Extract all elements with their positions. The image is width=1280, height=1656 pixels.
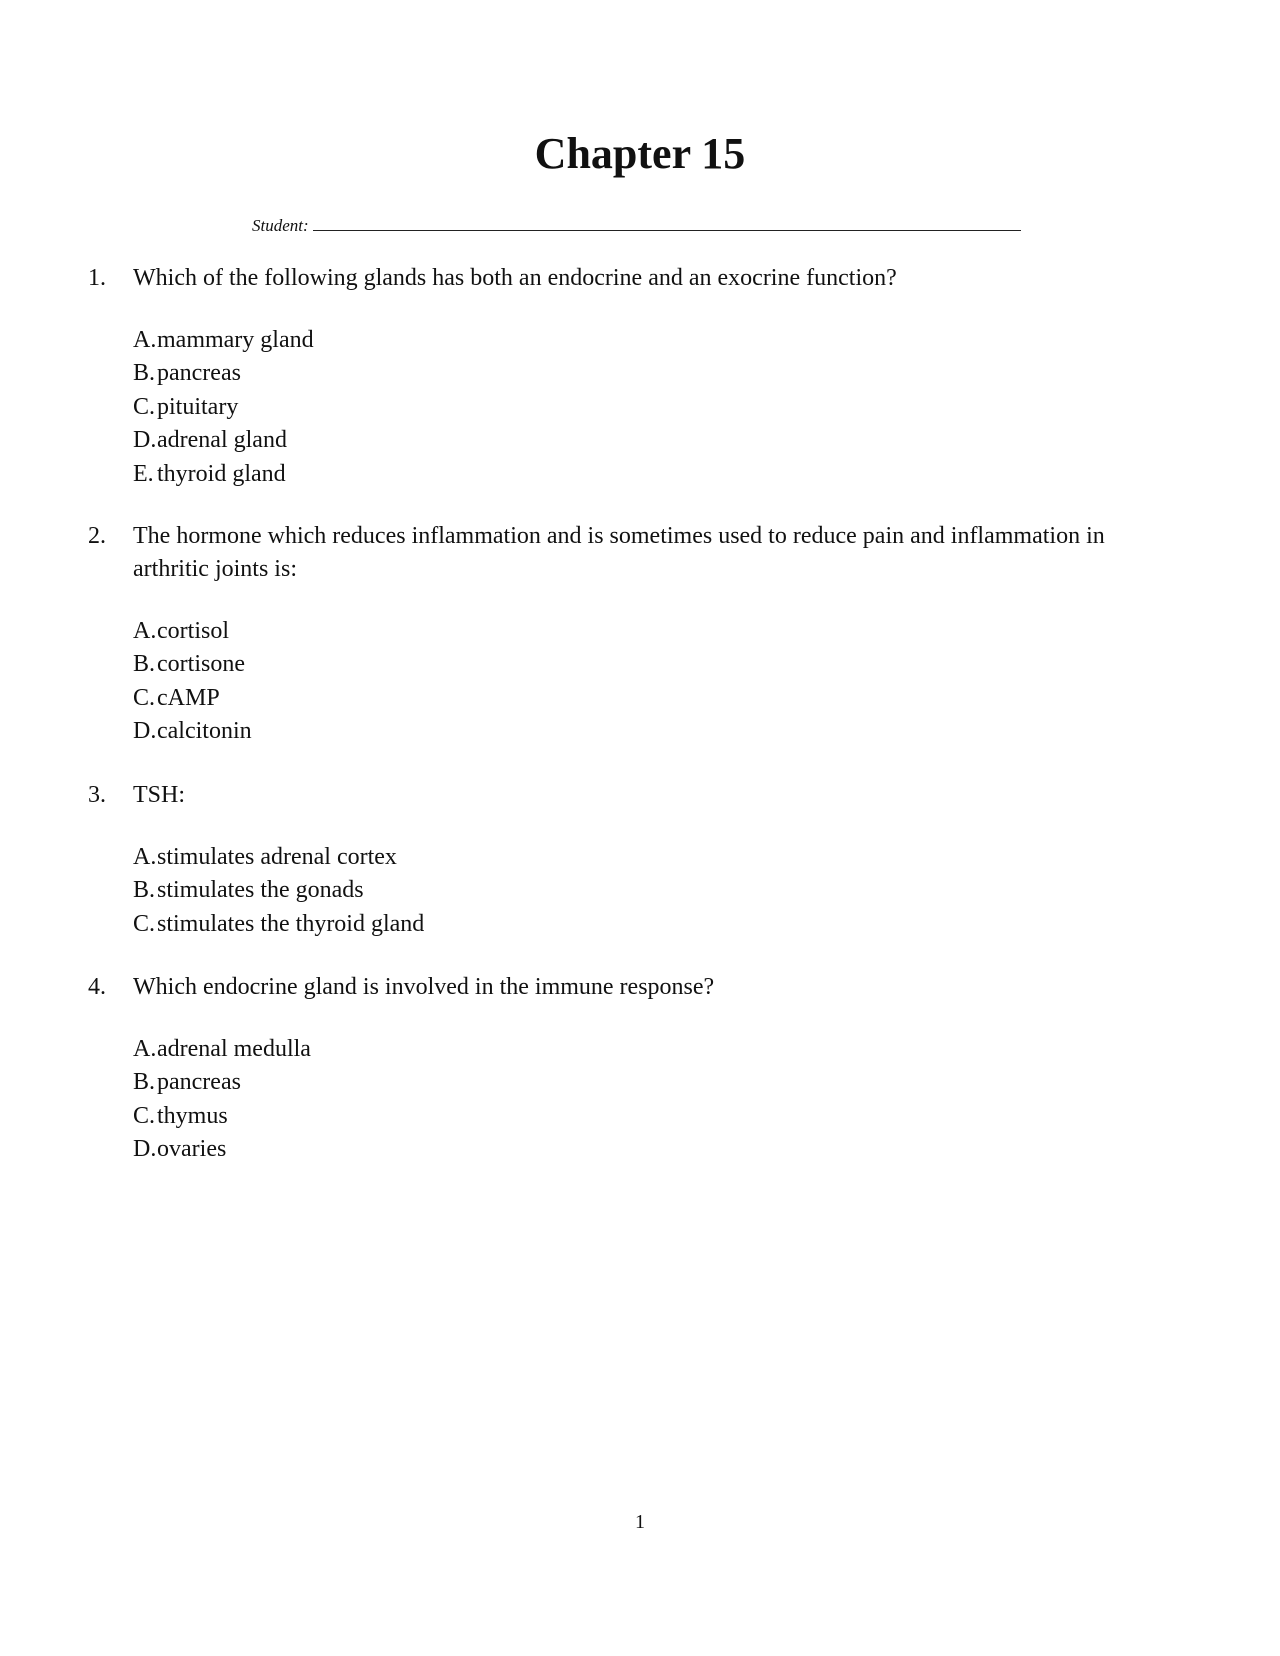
option-text: mammary gland — [157, 327, 314, 353]
option-letter: C. — [133, 910, 156, 937]
option-letter: D. — [133, 427, 157, 454]
answer-option[interactable] — [133, 1100, 311, 1133]
answer-option[interactable] — [133, 424, 314, 457]
option-text: calcitonin — [157, 718, 252, 745]
question-text: TSH: — [133, 782, 186, 808]
option-letter: D. — [133, 718, 157, 745]
option-letter: C. — [133, 393, 156, 420]
answer-option[interactable] — [133, 908, 424, 941]
answer-options — [133, 324, 314, 491]
option-letter: C. — [133, 1102, 156, 1129]
answer-option[interactable] — [133, 1066, 311, 1099]
answer-option[interactable] — [133, 357, 314, 390]
answer-option[interactable] — [133, 682, 252, 715]
option-text: cAMP — [157, 684, 220, 711]
question-text: The hormone which reduces inflammation and is sometimes used to reduce pain and inflammation in arthritic joints is: — [133, 523, 1105, 582]
answer-option[interactable] — [133, 391, 314, 424]
option-letter: A. — [133, 618, 157, 644]
option-text: cortisone — [157, 651, 245, 678]
option-letter: B. — [133, 651, 156, 678]
answer-option[interactable] — [133, 648, 252, 681]
page-title — [0, 128, 1280, 180]
option-letter: E. — [133, 460, 154, 487]
question-number: 3. — [88, 782, 106, 808]
option-text: thyroid gland — [157, 460, 286, 487]
option-letter: B. — [133, 360, 156, 387]
option-text: ovaries — [157, 1136, 227, 1163]
option-text: cortisol — [157, 618, 229, 644]
answer-option[interactable] — [133, 324, 314, 357]
question-number: 4. — [88, 974, 106, 1000]
option-letter: B. — [133, 877, 156, 904]
answer-options — [133, 615, 252, 749]
answer-option[interactable] — [133, 458, 314, 491]
option-letter: A. — [133, 327, 157, 353]
option-text: thymus — [157, 1102, 228, 1129]
option-text: stimulates adrenal cortex — [157, 844, 397, 870]
question-text: Which of the following glands has both an endocrine and an exocrine function? — [133, 265, 897, 291]
option-text: pancreas — [157, 360, 241, 387]
page-number: 1 — [635, 1511, 645, 1533]
option-letter: A. — [133, 1036, 157, 1062]
question-number: 1. — [88, 265, 106, 291]
question-number: 2. — [88, 523, 106, 549]
option-text: pancreas — [157, 1069, 241, 1096]
option-letter: B. — [133, 1069, 156, 1096]
answer-option[interactable] — [133, 615, 252, 648]
answer-option[interactable] — [133, 715, 252, 748]
page-title-text: Chapter 15 — [534, 129, 746, 178]
student-name-line[interactable] — [313, 216, 1021, 231]
option-text: adrenal medulla — [157, 1036, 311, 1062]
option-text: stimulates the gonads — [157, 877, 364, 904]
option-letter: C. — [133, 684, 156, 711]
answer-option[interactable] — [133, 1033, 311, 1066]
answer-options — [133, 841, 424, 941]
option-letter: A. — [133, 844, 157, 870]
student-field — [252, 215, 1021, 237]
answer-options — [133, 1033, 311, 1167]
student-label: Student: — [252, 216, 309, 235]
answer-option[interactable] — [133, 874, 424, 907]
option-text: adrenal gland — [157, 427, 287, 454]
option-text: pituitary — [157, 393, 239, 420]
question-text: Which endocrine gland is involved in the immune response? — [133, 974, 715, 1000]
option-letter: D. — [133, 1136, 157, 1163]
answer-option[interactable] — [133, 1133, 311, 1166]
answer-option[interactable] — [133, 841, 424, 874]
option-text: stimulates the thyroid gland — [157, 910, 425, 937]
